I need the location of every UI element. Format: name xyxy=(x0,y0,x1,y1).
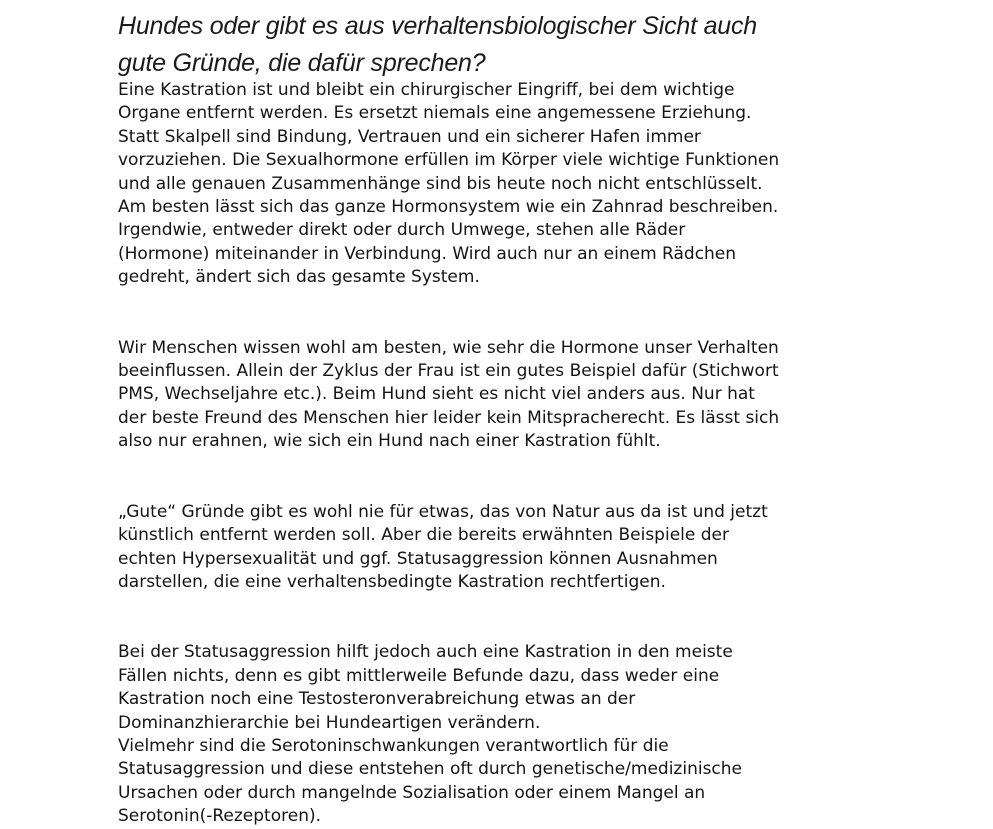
paragraph-spacer xyxy=(118,290,978,337)
paragraph-castration-intro xyxy=(118,79,978,290)
heading-line: Hundes oder gibt es aus verhaltensbiologischer Sicht auch xyxy=(118,12,757,40)
paragraph-line: Statusaggression und diese entstehen oft durch genetische/medizinische xyxy=(118,759,743,780)
paragraph-line: Statt Skalpell sind Bindung, Vertrauen und ein sicherer Hafen immer xyxy=(118,126,701,147)
paragraph-line: und alle genauen Zusammenhänge sind bis heute noch nicht entschlüsselt. xyxy=(118,173,763,194)
paragraph-good-reasons xyxy=(118,501,978,595)
paragraph-line: Bei der Statusaggression hilft jedoch auch eine Kastration in den meiste xyxy=(118,642,733,663)
paragraph-hormones xyxy=(118,337,978,454)
paragraph-line: Irgendwie, entweder direkt oder durch Umwege, stehen alle Räder xyxy=(118,220,686,241)
paragraph-line: beeinflussen. Allein der Zyklus der Frau ist ein gutes Beispiel dafür (Stichwort xyxy=(118,361,779,382)
paragraph-line: also nur erahnen, wie sich ein Hund nach einer Kastration fühlt. xyxy=(118,431,661,452)
document-page xyxy=(118,8,978,829)
paragraph-line: Ursachen oder durch mangelnde Sozialisation oder einem Mangel an xyxy=(118,782,706,803)
paragraph-line: (Hormone) miteinander in Verbindung. Wird auch nur an einem Rädchen xyxy=(118,243,737,264)
paragraph-line: vorzuziehen. Die Sexualhormone erfüllen im Körper viele wichtige Funktionen xyxy=(118,150,780,171)
section-heading xyxy=(118,8,978,82)
paragraph-line: Vielmehr sind die Serotoninschwankungen verantwortlich für die xyxy=(118,735,669,756)
paragraph-line: darstellen, die eine verhaltensbedingte Kastration rechtfertigen. xyxy=(118,571,666,592)
paragraph-status-aggression xyxy=(118,641,978,828)
paragraph-line: Serotonin(-Rezeptoren). xyxy=(118,806,322,827)
paragraph-line: Am besten lässt sich das ganze Hormonsystem wie ein Zahnrad beschreiben. xyxy=(118,197,779,218)
paragraph-line: PMS, Wechseljahre etc.). Beim Hund sieht es nicht viel anders aus. Nur hat xyxy=(118,384,755,405)
paragraph-line: künstlich entfernt werden soll. Aber die bereits erwähnten Beispiele der xyxy=(118,525,729,546)
paragraph-line: Dominanzhierarchie bei Hundeartigen verändern. xyxy=(118,712,541,733)
paragraph-spacer xyxy=(118,594,978,641)
paragraph-line: gedreht, ändert sich das gesamte System. xyxy=(118,267,480,288)
paragraph-line: Fällen nichts, denn es gibt mittlerweile Befunde dazu, dass weder eine xyxy=(118,665,720,686)
paragraph-line: der beste Freund des Menschen hier leider kein Mitspracherecht. Es lässt sich xyxy=(118,407,780,428)
paragraph-line: Wir Menschen wissen wohl am besten, wie sehr die Hormone unser Verhalten xyxy=(118,337,779,358)
paragraph-spacer xyxy=(118,454,978,501)
paragraph-line: echten Hypersexualität und ggf. Statusaggression können Ausnahmen xyxy=(118,548,718,569)
paragraph-line: Kastration noch eine Testosteronverabreichung etwas an der xyxy=(118,689,636,710)
paragraph-line: Eine Kastration ist und bleibt ein chirurgischer Eingriff, bei dem wichtige xyxy=(118,80,735,100)
paragraph-line: „Gute“ Gründe gibt es wohl nie für etwas, das von Natur aus da ist und jetzt xyxy=(118,501,768,522)
paragraph-line: Organe entfernt werden. Es ersetzt niemals eine angemessene Erziehung. xyxy=(118,103,752,124)
heading-line: gute Gründe, die dafür sprechen? xyxy=(118,49,486,77)
